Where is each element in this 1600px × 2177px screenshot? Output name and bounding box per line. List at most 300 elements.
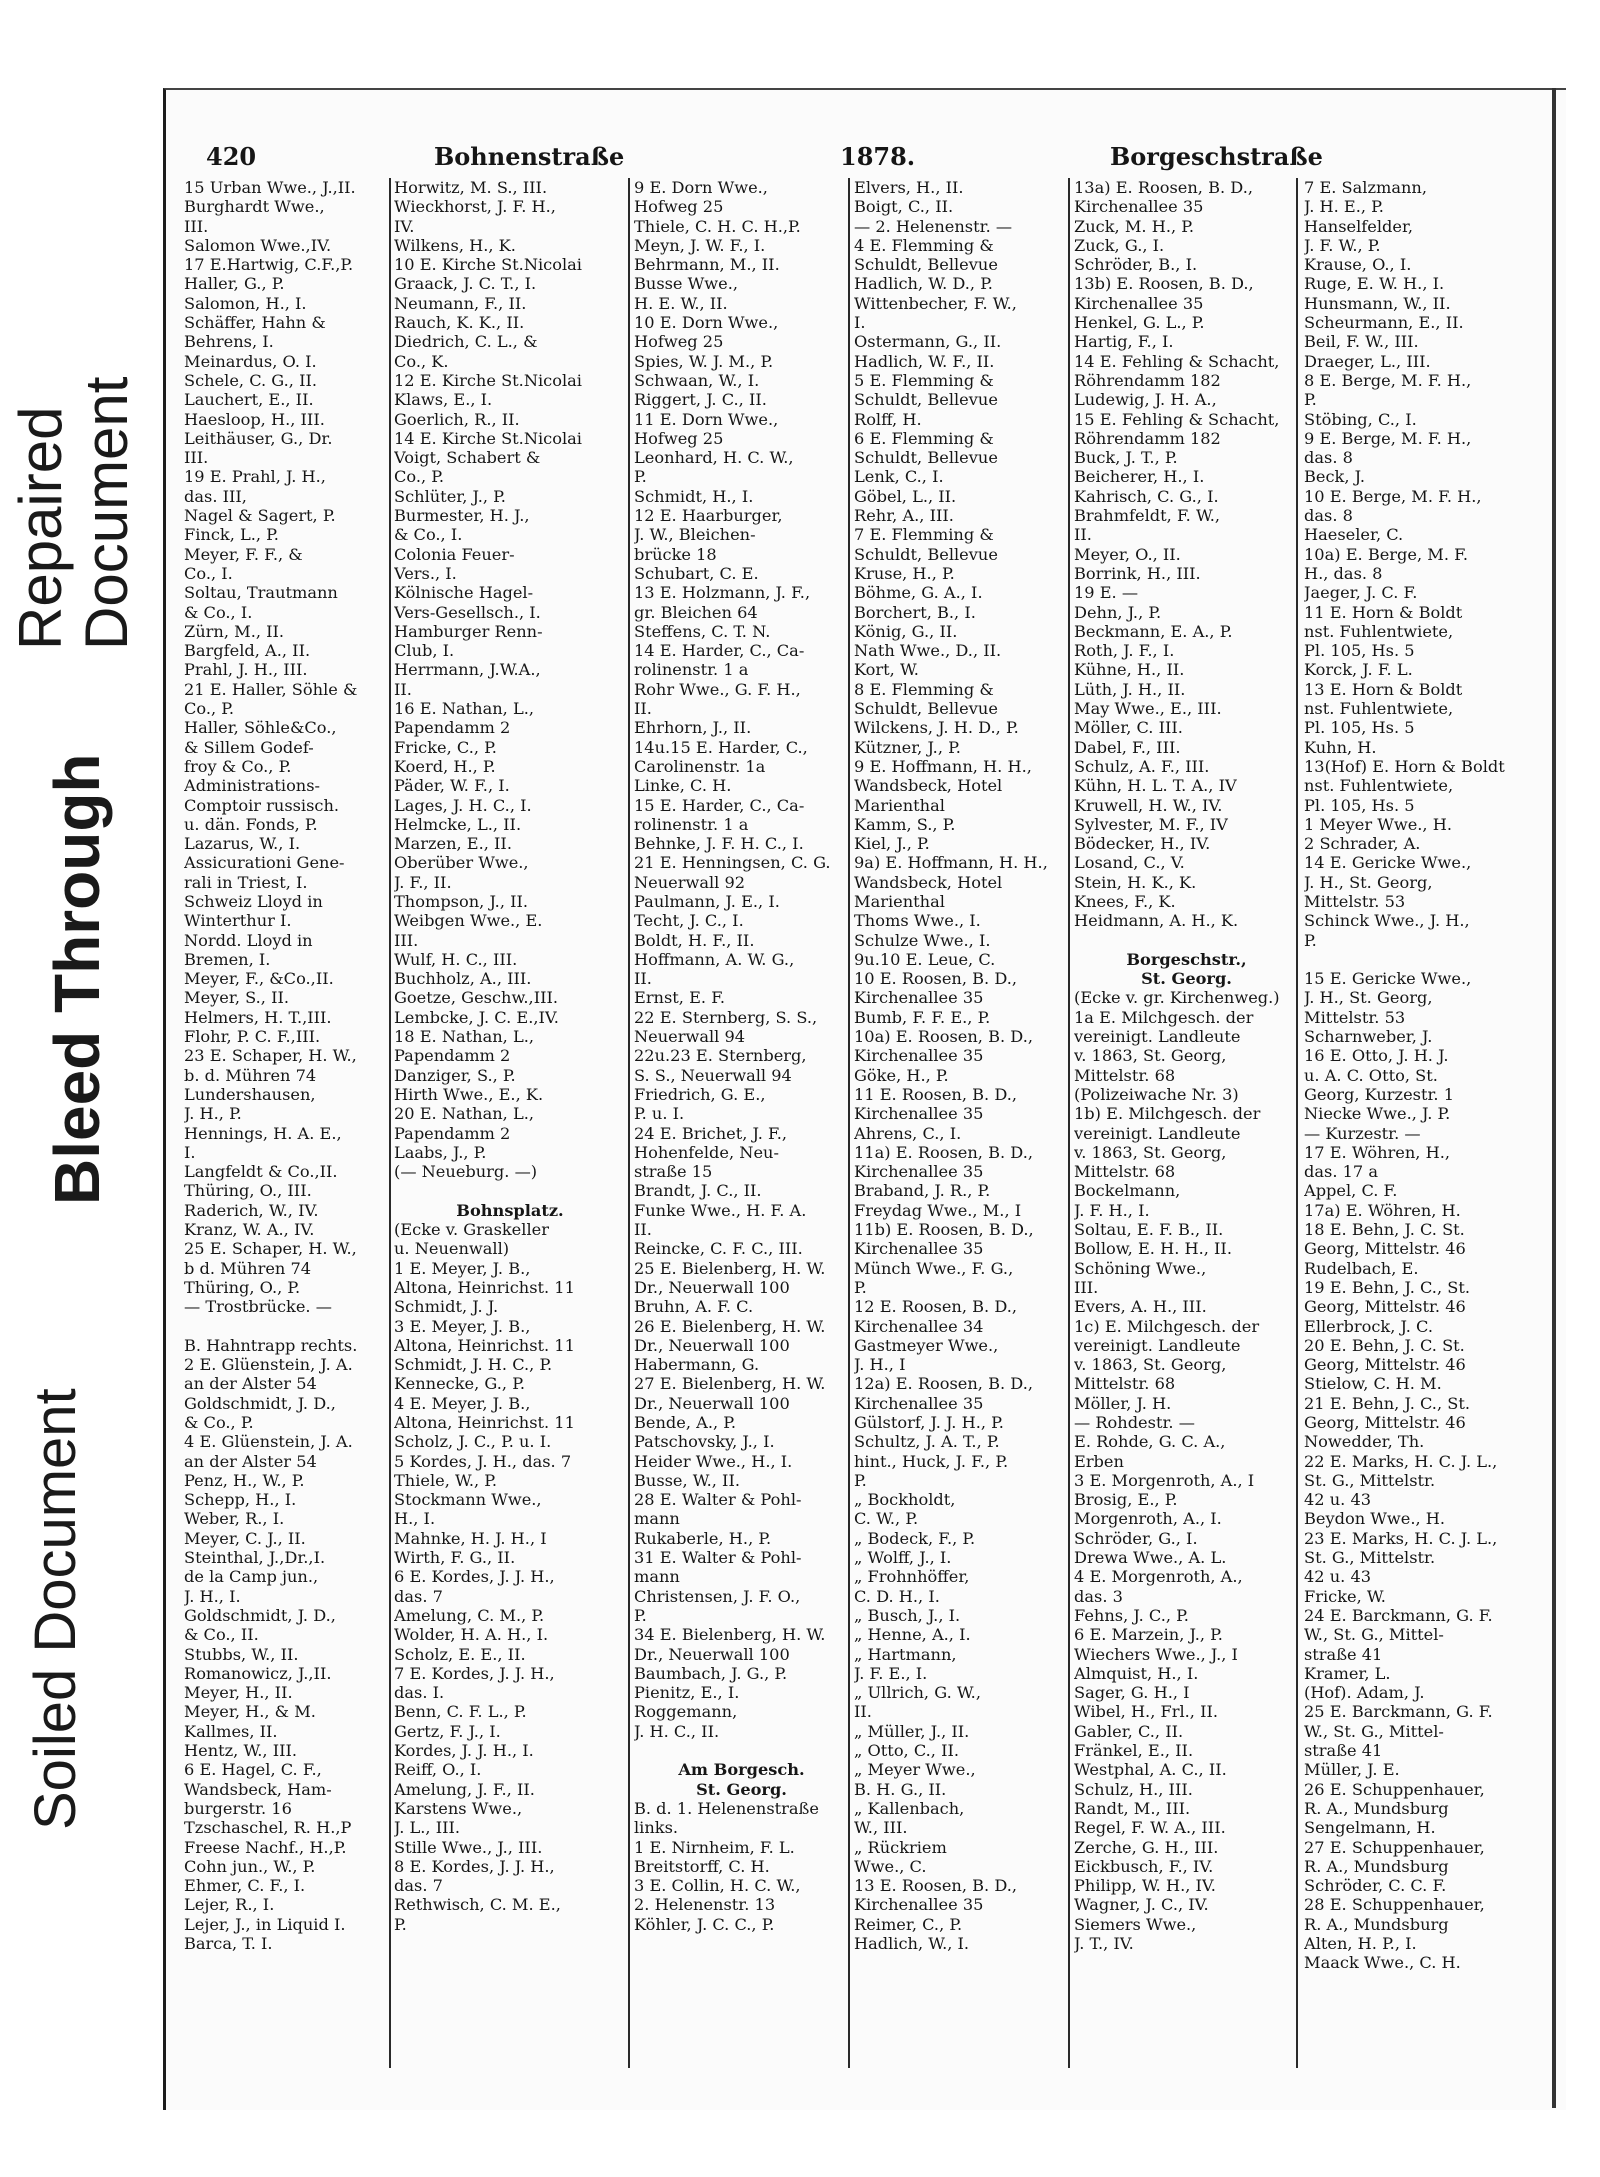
directory-entry: J. F. E., I. <box>854 1663 928 1683</box>
directory-entry: nst. Fuhlentwiete, <box>1304 699 1454 719</box>
directory-entry: 26 E. Bielenberg, H. W. <box>634 1316 826 1336</box>
directory-entry: Schmidt, J. J. <box>394 1297 499 1317</box>
directory-entry: Rethwisch, C. M. E., <box>394 1895 561 1915</box>
directory-entry: Pienitz, E., I. <box>634 1683 740 1703</box>
directory-entry: Behrmann, M., II. <box>634 255 780 275</box>
directory-entry: Meyn, J. W. F., I. <box>634 235 766 255</box>
directory-entry: Friedrich, G. E., <box>634 1084 766 1104</box>
directory-entry: Möller, J. H. <box>1074 1393 1172 1413</box>
directory-entry: „ Hartmann, <box>854 1644 957 1664</box>
directory-entry: Busse, W., II. <box>634 1470 740 1490</box>
directory-entry: Bremen, I. <box>184 949 271 969</box>
directory-entry: Nordd. Lloyd in <box>184 930 313 950</box>
directory-entry: Niecke Wwe., J. P. <box>1304 1104 1451 1124</box>
directory-entry: Siemers Wwe., <box>1074 1914 1197 1934</box>
directory-entry: 42 u. 43 <box>1304 1490 1372 1510</box>
directory-entry: 1a E. Milchgesch. der <box>1074 1007 1254 1027</box>
section-heading: Am Borgesch. <box>678 1760 805 1780</box>
directory-entry: Herrmann, J.W.A., <box>394 660 541 680</box>
directory-entry: H., das. 8 <box>1304 563 1383 583</box>
directory-entry: Penz, H., W., P. <box>184 1470 305 1490</box>
directory-entry: P. <box>634 1605 647 1625</box>
directory-entry: gr. Bleichen 64 <box>634 602 758 622</box>
directory-entry: Kölnische Hagel- <box>394 583 534 603</box>
directory-entry: Hofweg 25 <box>634 197 724 217</box>
directory-entry: Zuck, M. H., P. <box>1074 216 1195 236</box>
directory-entry: Gülstorf, J. J. H., P. <box>854 1413 1004 1432</box>
directory-entry: vereinigt. Landleute <box>1074 1335 1241 1355</box>
directory-entry: Wiechers Wwe., J., I <box>1074 1644 1238 1664</box>
directory-entry: Voigt, Schabert & <box>394 448 541 468</box>
directory-entry: b d. Mühren 74 <box>184 1258 312 1278</box>
directory-entry: Neuerwall 92 <box>634 872 746 892</box>
directory-entry: Schulze Wwe., I. <box>854 930 991 950</box>
directory-entry: straße 41 <box>1304 1644 1383 1664</box>
directory-entry: Kruwell, H. W., IV. <box>1074 795 1223 815</box>
directory-entry: III. <box>1074 1277 1099 1297</box>
directory-entry: u. A. C. Otto, St. <box>1304 1065 1438 1085</box>
directory-entry: Comptoir russisch. <box>184 795 340 815</box>
directory-entry: Stöbing, C., I. <box>1304 409 1417 429</box>
directory-entry: Horwitz, M. S., III. <box>394 178 548 197</box>
directory-entry: (Ecke v. Graskeller <box>394 1220 549 1240</box>
directory-entry: „ Wolff, J., I. <box>854 1548 952 1568</box>
directory-entry: Finck, L., P. <box>184 525 279 545</box>
directory-entry: 5 Kordes, J. H., das. 7 <box>394 1451 572 1471</box>
directory-entry: J. H., St. Georg, <box>1304 872 1433 892</box>
directory-entry: Tzschaschel, R. H.,P <box>184 1818 352 1838</box>
directory-entry: Haller, Söhle&Co., <box>184 718 337 738</box>
directory-entry: Nagel & Sagert, P. <box>184 506 336 526</box>
directory-entry: E. Rohde, G. C. A., <box>1074 1432 1226 1452</box>
directory-entry: J. H. E., P. <box>1304 197 1384 217</box>
soiled-document-label: Soiled Document <box>23 1388 88 1830</box>
directory-entry: Schäffer, Hahn & <box>184 313 326 333</box>
directory-entry: Schlüter, J., P. <box>394 486 506 506</box>
directory-entry: Zürn, M., II. <box>184 621 285 641</box>
directory-entry: III. <box>184 448 209 468</box>
directory-entry: das. 7 <box>394 1586 443 1606</box>
directory-entry: J. L., III. <box>394 1818 461 1838</box>
directory-entry: Weibgen Wwe., E. <box>394 911 543 931</box>
directory-entry <box>394 1181 626 1200</box>
directory-entry: Pl. 105, Hs. 5 <box>1304 795 1415 815</box>
directory-entry: Steinthal, J.,Dr.,I. <box>184 1548 326 1568</box>
directory-entry: 3 E. Meyer, J. B., <box>394 1316 531 1336</box>
directory-entry: St. G., Mittelstr. <box>1304 1548 1436 1568</box>
directory-entry: Losand, C., V. <box>1074 853 1185 873</box>
directory-entry: Ruge, E. W. H., I. <box>1304 274 1445 294</box>
directory-entry: 12 E. Kirche St.Nicolai <box>394 370 582 390</box>
directory-entry: 12a) E. Roosen, B. D., <box>854 1374 1033 1394</box>
directory-entry: „ Bodeck, F., P. <box>854 1528 976 1548</box>
directory-entry: Behnke, J. F. H. C., I. <box>634 834 804 854</box>
directory-entry: 21 E. Henningsen, C. G. <box>634 853 831 873</box>
directory-entry: „ Müller, J., II. <box>854 1721 970 1741</box>
directory-entry: 6 E. Hagel, C. F., <box>184 1760 322 1780</box>
directory-entry: W., St. G., Mittel- <box>1304 1721 1444 1741</box>
directory-entry: B. d. 1. Helenenstraße <box>634 1798 819 1818</box>
bleed-through-label: Bleed Through <box>41 753 113 1205</box>
directory-entry: Schinck Wwe., J. H., <box>1304 911 1470 931</box>
directory-entry: P. <box>854 1277 867 1297</box>
directory-entry: Nath Wwe., D., II. <box>854 641 1002 661</box>
directory-entry: rolinenstr. 1 a <box>634 814 749 834</box>
directory-entry: Bödecker, H., IV. <box>1074 834 1211 854</box>
section-heading: St. Georg. <box>1141 969 1232 989</box>
directory-entry: 8 E. Kordes, J. J. H., <box>394 1856 555 1876</box>
directory-entry: 34 E. Bielenberg, H. W. <box>634 1625 826 1645</box>
directory-entry: & Co., P. <box>184 1413 254 1432</box>
directory-entry: Heidmann, A. H., K. <box>1074 911 1239 931</box>
directory-entry: Helmcke, L., II. <box>394 814 522 834</box>
directory-entry: Schröder, B., I. <box>1074 255 1198 275</box>
directory-entry: 11 E. Roosen, B. D., <box>854 1084 1018 1104</box>
directory-entry: 10 E. Kirche St.Nicolai <box>394 255 582 275</box>
directory-entry: 17 E. Wöhren, H., <box>1304 1142 1451 1162</box>
directory-column-6 <box>1304 178 1539 1973</box>
directory-entry: Schuldt, Bellevue <box>854 699 998 719</box>
directory-entry: (Hof). Adam, J. <box>1304 1683 1425 1703</box>
directory-entry: Goldschmidt, J. D., <box>184 1393 336 1413</box>
directory-entry: 13a) E. Roosen, B. D., <box>1074 178 1253 197</box>
directory-entry: Dr., Neuerwall 100 <box>634 1335 790 1355</box>
directory-entry: J. H., I. <box>184 1586 241 1606</box>
directory-entry: 15 Urban Wwe., J.,II. <box>184 178 356 197</box>
directory-entry: Brandt, J. C., II. <box>634 1181 762 1201</box>
directory-entry: Meyer, F. F., & <box>184 544 303 564</box>
directory-entry: links. <box>634 1818 679 1838</box>
directory-entry: Schöning Wwe., <box>1074 1258 1207 1278</box>
directory-entry: 2 E. Glüenstein, J. A. <box>184 1355 353 1375</box>
directory-entry: 14u.15 E. Harder, C., <box>634 737 808 757</box>
directory-entry: Schulz, H., III. <box>1074 1779 1193 1799</box>
directory-entry: 6 E. Kordes, J. J. H., <box>394 1567 555 1587</box>
directory-entry: Ostermann, G., II. <box>854 332 1002 352</box>
directory-entry: I. <box>184 1142 196 1162</box>
directory-entry: & Co., I. <box>394 525 463 545</box>
directory-entry: v. 1863, St. Georg, <box>1074 1142 1227 1162</box>
directory-entry: de la Camp jun., <box>184 1567 319 1587</box>
directory-entry: Möller, C. III. <box>1074 718 1183 738</box>
directory-entry: „ Kallenbach, <box>854 1798 965 1818</box>
directory-entry: 2 Schrader, A. <box>1304 834 1421 854</box>
directory-entry: Thompson, J., II. <box>394 891 529 911</box>
directory-entry: J. H., P. <box>184 1104 242 1124</box>
directory-entry: 4 E. Flemming & <box>854 235 994 255</box>
directory-entry: Kranz, W. A., IV. <box>184 1220 315 1240</box>
directory-entry: Kort, W. <box>854 660 919 680</box>
directory-entry: 12 E. Roosen, B. D., <box>854 1297 1018 1317</box>
directory-entry: C. W., P. <box>854 1509 919 1529</box>
directory-entry: Kirchenallee 34 <box>854 1316 984 1336</box>
directory-entry: 18 E. Behn, J. C. St. <box>1304 1220 1465 1240</box>
directory-entry: P. <box>1304 930 1317 950</box>
directory-entry: W., III. <box>854 1818 908 1838</box>
directory-entry: Baumbach, J. G., P. <box>634 1663 788 1683</box>
directory-entry: straße 15 <box>634 1162 713 1182</box>
directory-entry: Co., I. <box>184 563 233 583</box>
directory-entry: Röhrendamm 182 <box>1074 370 1221 390</box>
directory-entry: Busse Wwe., <box>634 274 739 294</box>
directory-entry: 20 E. Nathan, L., <box>394 1104 535 1124</box>
directory-entry: Wirth, F. G., II. <box>394 1548 516 1568</box>
directory-entry: Rukaberle, H., P. <box>634 1528 772 1548</box>
directory-entry: 13(Hof) E. Horn & Boldt <box>1304 756 1505 776</box>
directory-entry: Wilkens, H., K. <box>394 235 516 255</box>
directory-entry: Lüth, J. H., II. <box>1074 679 1186 699</box>
directory-entry: burgerstr. 16 <box>184 1798 292 1818</box>
directory-entry: Mahnke, H. J. H., I <box>394 1528 547 1548</box>
directory-entry: Lages, J. H. C., I. <box>394 795 532 815</box>
directory-entry: Wittenbecher, F. W., <box>854 293 1017 313</box>
directory-entry: Wilckens, J. H. D., P. <box>854 718 1019 738</box>
directory-entry: 7 E. Kordes, J. J. H., <box>394 1663 555 1683</box>
directory-entry: Thiele, W., P. <box>394 1470 498 1490</box>
column-divider <box>848 178 850 2068</box>
directory-entry: Diedrich, C. L., & <box>394 332 538 352</box>
directory-entry: Göke, H., P. <box>854 1065 949 1085</box>
directory-entry: 10 E. Roosen, B. D., <box>854 969 1018 989</box>
directory-entry: „ Bockholdt, <box>854 1490 956 1510</box>
directory-entry: an der Alster 54 <box>184 1374 317 1394</box>
directory-entry: Dr., Neuerwall 100 <box>634 1393 790 1413</box>
directory-entry: Münch Wwe., F. G., <box>854 1258 1014 1278</box>
directory-entry: Mittelstr. 53 <box>1304 1007 1406 1027</box>
section-heading: Bohnsplatz. <box>456 1200 564 1220</box>
directory-entry: Hartig, F., I. <box>1074 332 1174 352</box>
directory-entry: Henkel, G. L., P. <box>1074 313 1205 333</box>
directory-entry: Benn, C. F. L., P. <box>394 1702 527 1722</box>
directory-entry: Meinardus, O. I. <box>184 351 317 371</box>
directory-entry: Rudelbach, E. <box>1304 1258 1419 1278</box>
directory-entry: das. 8 <box>1304 448 1353 468</box>
directory-entry: Rehr, A., III. <box>854 506 954 526</box>
directory-entry: Lejer, R., I. <box>184 1895 275 1915</box>
directory-entry: Kirchenallee 35 <box>854 1239 984 1259</box>
right-street-title: Borgeschstraße <box>1110 142 1323 171</box>
directory-entry: Laabs, J., P. <box>394 1142 487 1162</box>
directory-entry: Schröder, C. C. F. <box>1304 1876 1447 1896</box>
directory-entry: Spies, W. J. M., P. <box>634 351 774 371</box>
directory-entry: Fricke, W. <box>1304 1586 1386 1606</box>
directory-entry: Kramer, L. <box>1304 1663 1391 1683</box>
directory-entry: 10a) E. Berge, M. F. <box>1304 544 1468 564</box>
directory-entry: II. <box>1074 525 1092 545</box>
directory-entry <box>184 1317 389 1336</box>
directory-entry: Marienthal <box>854 795 945 815</box>
directory-entry: Behrens, I. <box>184 332 274 352</box>
column-divider <box>1068 178 1070 2068</box>
directory-entry: Beicherer, H., I. <box>1074 467 1205 487</box>
directory-entry: 11 E. Horn & Boldt <box>1304 602 1463 622</box>
directory-entry: 13 E. Horn & Boldt <box>1304 679 1463 699</box>
directory-entry: C. D. H., I. <box>854 1586 940 1606</box>
column-divider <box>1296 178 1298 2068</box>
directory-entry: Schulz, A. F., III. <box>1074 756 1210 776</box>
directory-entry: Ludewig, J. H. A., <box>1074 390 1217 410</box>
directory-entry: u. Neuenwall) <box>394 1239 510 1259</box>
directory-entry: 24 E. Brichet, J. F., <box>634 1123 788 1143</box>
directory-entry: Philipp, W. H., IV. <box>1074 1876 1216 1896</box>
directory-entry: 9 E. Hoffmann, H. H., <box>854 756 1032 776</box>
directory-entry: 18 E. Nathan, L., <box>394 1027 535 1047</box>
directory-column-1 <box>184 178 389 1953</box>
directory-entry: Dr., Neuerwall 100 <box>634 1644 790 1664</box>
directory-entry: Riggert, J. C., II. <box>634 390 767 410</box>
directory-entry: Schuldt, Bellevue <box>854 448 998 468</box>
directory-entry: — 2. Helenenstr. — <box>854 216 1013 236</box>
directory-entry: Korck, J. F. L. <box>1304 660 1413 680</box>
directory-entry: Bruhn, A. F. C. <box>634 1297 754 1317</box>
directory-entry: & Sillem Godef- <box>184 737 314 757</box>
directory-entry: 8 E. Berge, M. F. H., <box>1304 370 1472 390</box>
directory-entry: Scharnweber, J. <box>1304 1027 1433 1047</box>
directory-entry: 31 E. Walter & Pohl- <box>634 1548 802 1568</box>
directory-entry: Mittelstr. 68 <box>1074 1374 1176 1394</box>
directory-entry: Pl. 105, Hs. 5 <box>1304 641 1415 661</box>
directory-entry: J. H., I <box>854 1355 906 1375</box>
directory-entry: Meyer, C. J., II. <box>184 1528 306 1548</box>
directory-entry: 3 E. Morgenroth, A., I <box>1074 1470 1255 1490</box>
directory-entry: Borrink, H., III. <box>1074 563 1201 583</box>
directory-entry: v. 1863, St. Georg, <box>1074 1355 1227 1375</box>
directory-entry: Neuerwall 94 <box>634 1027 746 1047</box>
directory-entry: 19 E. — <box>1074 583 1139 603</box>
directory-entry: Scheurmann, E., II. <box>1304 313 1464 333</box>
directory-entry: Pl. 105, Hs. 5 <box>1304 718 1415 738</box>
directory-entry: Assicurationi Gene- <box>184 853 345 873</box>
directory-entry: Funke Wwe., H. F. A. <box>634 1200 807 1220</box>
directory-entry: nst. Fuhlentwiete, <box>1304 621 1454 641</box>
directory-entry: König, G., II. <box>854 621 958 641</box>
directory-entry: Dr., Neuerwall 100 <box>634 1277 790 1297</box>
directory-entry: Georg, Mittelstr. 46 <box>1304 1355 1466 1375</box>
directory-entry: Kühn, H. L. T. A., IV <box>1074 776 1237 796</box>
directory-entry: Romanowicz, J.,II. <box>184 1663 332 1683</box>
directory-entry: 17a) E. Wöhren, H. <box>1304 1200 1461 1220</box>
directory-page <box>163 88 1566 2110</box>
directory-entry: Wibel, H., Frl., II. <box>1074 1702 1219 1722</box>
directory-entry: Westphal, A. C., II. <box>1074 1760 1227 1780</box>
directory-entry: Leonhard, H. C. W., <box>634 448 794 468</box>
directory-entry: Evers, A. H., III. <box>1074 1297 1207 1317</box>
directory-entry: Roggemann, <box>634 1702 738 1722</box>
directory-entry: R. A., Mundsburg <box>1304 1856 1449 1876</box>
directory-entry: H., I. <box>394 1509 436 1529</box>
directory-entry: mann <box>634 1567 680 1587</box>
directory-entry: Borchert, B., I. <box>854 602 976 622</box>
directory-entry: Beydon Wwe., H. <box>1304 1509 1446 1529</box>
directory-entry: B. H. G., II. <box>854 1779 947 1799</box>
directory-entry: Beil, F. W., III. <box>1304 332 1419 352</box>
directory-entry: Maack Wwe., C. H. <box>1304 1953 1461 1973</box>
directory-entry: Breitstorff, C. H. <box>634 1856 770 1876</box>
directory-entry: 27 E. Bielenberg, H. W. <box>634 1374 826 1394</box>
directory-entry: & Co., II. <box>184 1625 259 1645</box>
directory-entry: Schuldt, Bellevue <box>854 390 998 410</box>
directory-entry: — Trostbrücke. — <box>184 1297 332 1317</box>
directory-entry: froy & Co., P. <box>184 756 292 776</box>
directory-entry: 28 E. Walter & Pohl- <box>634 1490 802 1510</box>
directory-entry: Wulf, H. C., III. <box>394 949 518 969</box>
directory-entry: 25 E. Schaper, H. W., <box>184 1239 357 1259</box>
directory-entry: Kühne, H., II. <box>1074 660 1185 680</box>
directory-entry: Papendamm 2 <box>394 1046 511 1066</box>
directory-entry: Hennings, H. A. E., <box>184 1123 342 1143</box>
directory-entry: (— Neueburg. —) <box>394 1162 538 1182</box>
directory-entry: R. A., Mundsburg <box>1304 1798 1449 1818</box>
directory-entry: 17 E.Hartwig, C.F.,P. <box>184 255 354 275</box>
directory-entry: 6 E. Flemming & <box>854 428 994 448</box>
directory-entry: das. 3 <box>1074 1586 1123 1606</box>
directory-entry: 28 E. Schuppenhauer, <box>1304 1895 1485 1915</box>
directory-entry: Lenk, C., I. <box>854 467 944 487</box>
directory-entry: Schuldt, Bellevue <box>854 544 998 564</box>
directory-entry: Zuck, G., I. <box>1074 235 1165 255</box>
directory-entry: Koerd, H., P. <box>394 756 496 776</box>
directory-entry: Ernst, E. F. <box>634 988 726 1008</box>
directory-entry: Raderich, W., IV. <box>184 1200 319 1220</box>
directory-entry: Ellerbrock, J. C. <box>1304 1316 1433 1336</box>
directory-entry: II. <box>634 969 652 989</box>
directory-column-5 <box>1074 178 1299 1953</box>
directory-entry: Boigt, C., II. <box>854 197 954 217</box>
directory-entry: Colonia Feuer- <box>394 544 515 564</box>
directory-entry: (Polizeiwache Nr. 3) <box>1074 1084 1239 1104</box>
directory-entry: Altona, Heinrichst. 11 <box>394 1413 575 1432</box>
repaired-document-label: Repaired Document <box>7 376 140 650</box>
directory-entry: 22 E. Sternberg, S. S., <box>634 1007 818 1027</box>
directory-entry: 15 E. Harder, C., Ca- <box>634 795 805 815</box>
directory-entry: Röhrendamm 182 <box>1074 428 1221 448</box>
directory-entry: das. 17 a <box>1304 1162 1379 1182</box>
directory-entry: W., St. G., Mittel- <box>1304 1625 1444 1645</box>
directory-entry: (Ecke v. gr. Kirchenweg.) <box>1074 988 1280 1008</box>
directory-entry: Haller, G., P. <box>184 274 285 294</box>
directory-entry: Kirchenallee 35 <box>854 1046 984 1066</box>
directory-entry: rali in Triest, I. <box>184 872 308 892</box>
directory-entry: 23 E. Marks, H. C. J. L., <box>1304 1528 1498 1548</box>
directory-entry: Stielow, C. H. M. <box>1304 1374 1442 1394</box>
directory-entry: Stille Wwe., J., III. <box>394 1837 543 1857</box>
directory-entry: II. <box>394 679 412 699</box>
directory-entry: Gastmeyer Wwe., <box>854 1335 999 1355</box>
directory-entry: Schubart, C. E. <box>634 563 759 583</box>
directory-entry: II. <box>634 1220 652 1240</box>
directory-entry: „ Henne, A., I. <box>854 1625 971 1645</box>
directory-entry: Langfeldt & Co.,II. <box>184 1162 338 1182</box>
directory-entry: Stockmann Wwe., <box>394 1490 542 1510</box>
directory-entry: 9a) E. Hoffmann, H. H., <box>854 853 1048 873</box>
directory-entry: Techt, J. C., I. <box>634 911 744 931</box>
directory-entry: Altona, Heinrichst. 11 <box>394 1277 575 1297</box>
directory-entry: Beckmann, E. A., P. <box>1074 621 1233 641</box>
directory-entry: Dehn, J., P. <box>1074 602 1162 622</box>
directory-entry: Patschovsky, J., I. <box>634 1432 775 1452</box>
directory-entry: Schele, C. G., II. <box>184 370 318 390</box>
directory-entry: Thiele, C. H. C. H.,P. <box>634 216 801 236</box>
directory-entry: Draeger, L., III. <box>1304 351 1431 371</box>
directory-entry: Wandsbeck, Ham- <box>184 1779 332 1799</box>
directory-entry: H. E. W., II. <box>634 293 728 313</box>
directory-entry: Hirth Wwe., E., K. <box>394 1084 544 1104</box>
directory-entry: Burghardt Wwe., <box>184 197 325 217</box>
directory-entry: Kirchenallee 35 <box>854 1162 984 1182</box>
directory-entry: Stubbs, W., II. <box>184 1644 299 1664</box>
directory-entry: 5 E. Flemming & <box>854 370 994 390</box>
directory-entry: 14 E. Fehling & Schacht, <box>1074 351 1280 371</box>
